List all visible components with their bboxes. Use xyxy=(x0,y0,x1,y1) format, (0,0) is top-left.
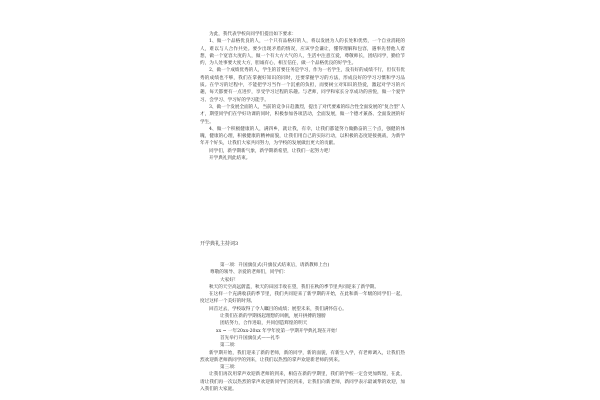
end-line: 开学典礼到此结束。 xyxy=(209,156,251,162)
speech-line-2: 团结努力，合作进取，共同创造辉煌的明天 xyxy=(220,321,308,327)
requirement-item-1: 1、做一个品格优良的人，一个只有品格好的人，将以发展为人的长处和优势，一个自业消耗的人，难以与人合作共处。要少出现矛盾的情况，应该学会谦让，懂得理解和包容，遇事先替他人着想，做一个宽容大度的人，做一个有大方大气的人，生活中注意互爱，尊敬师长，团结同学，勤俭节约，为人处事要大度大方，胆诚有心，相互信任，做一个品格优良的好学生。 xyxy=(200,39,405,67)
requirements-section xyxy=(200,31,405,162)
speech-line-1: 让我们在新的学期扬起理想的风帆，展开拼搏的翅膀 xyxy=(220,314,326,320)
flag-raising-line: 首先举行升国旗仪式——礼毕 xyxy=(220,335,280,341)
speech-paragraph-1: 秋天的天空高远蔚蓝，秋天的田园丰收在望，我们在秋的季节里共同迎来了新学期。 xyxy=(209,284,379,290)
program-item-3: 第三项： xyxy=(220,365,239,371)
requirement-item-2: 2、做一个成绩优秀的人，学生的首要任务是学习，作为一名学生，没有好的成绩不行，但仅有优秀的成绩也不够，我们在掌握好知识的同时，还要掌握学习的方法，形成良好的学习习惯和学习品质。在学习的过程中，不能把学习当作一个沉重的负担，而要树立对知识的热爱，激起对学习的兴趣，每天都要有一点进步，享受学习过程的乐趣。与老师，同学和家长分享成功的喜悦，做一个爱学习、会学习、学习好的学习能手。 xyxy=(200,68,405,103)
speech-paragraph-3: 回首过去，学校取得了令人瞩目的成绩；展望未来，我们满怀信心。 xyxy=(209,306,347,312)
welcome-paragraph: 让我们再次用掌声欢迎新老师的到来，相信在新的学期里，我们的学校一定会更加辉煌，在此，请让我们再一次以热烈的掌声欢迎新同学们的到来，让我们向新老师，新同学表示最诚挚的欢迎，加入我们的大家庭。 xyxy=(200,372,405,393)
section-title: 开学典礼主持词3 xyxy=(200,241,239,247)
requirement-item-4: 4、做一个积极健康的人，满四乡，就让我，有幸，让我们都能努力做勤奋的三个点，强健的体魄，健康的心理，积极健康的精神面貌，让我们用自己的实际行动，以积极的态度迎接挑战，为新学年开个好头，让我们大家共同努力，为学校的发展做出更大的贡献。 xyxy=(200,126,405,147)
requirements-intro: 为此，我代表学校向同学们提出如下要求： xyxy=(209,32,297,37)
ceremony-start-line: xx ~ 一年20xx-20xx 年学年度第一学期开学典礼现在开始！ xyxy=(216,328,341,334)
greeting-line: 尊敬的领导、亲爱的老师们，同学们： xyxy=(210,270,289,276)
requirement-item-3: 3、做一个发展全面的人，当前的竞争日趋激烈，提出了对代要素的综合性全面发展的“复合型”人才，期望同学们在学好功课的同时，积极参加各项活动，全面发展，做一个德才兼备、全面发展的好学生。 xyxy=(200,104,405,125)
hello-line: 大家好！ xyxy=(220,277,239,283)
host-script-body xyxy=(200,262,405,393)
new-teachers-paragraph: 新学期开始，我们迎来了新的老师，新的同学，新的面貌，有新生入学，有老师调入，让我们热烈欢迎新老师新同学的到来，让我们以热烈的掌声欢迎新老师的到来。 xyxy=(200,350,405,363)
host-script-section xyxy=(200,240,405,248)
program-item-1: 第一项：升国旗仪式(升旗仪式结束后，请新教师上台) xyxy=(220,263,330,268)
program-item-2: 第二项： xyxy=(220,343,239,349)
speech-paragraph-2: 在这样一个充满收获的季节里，我们共同迎来了新学期的开始，在此和新一年级的同学们一起，度过这样一个美好的时刻。 xyxy=(200,292,405,305)
closing-line: 同学们，新学期新气象，新学期新希望，让我们一起努力吧！ xyxy=(209,148,334,154)
